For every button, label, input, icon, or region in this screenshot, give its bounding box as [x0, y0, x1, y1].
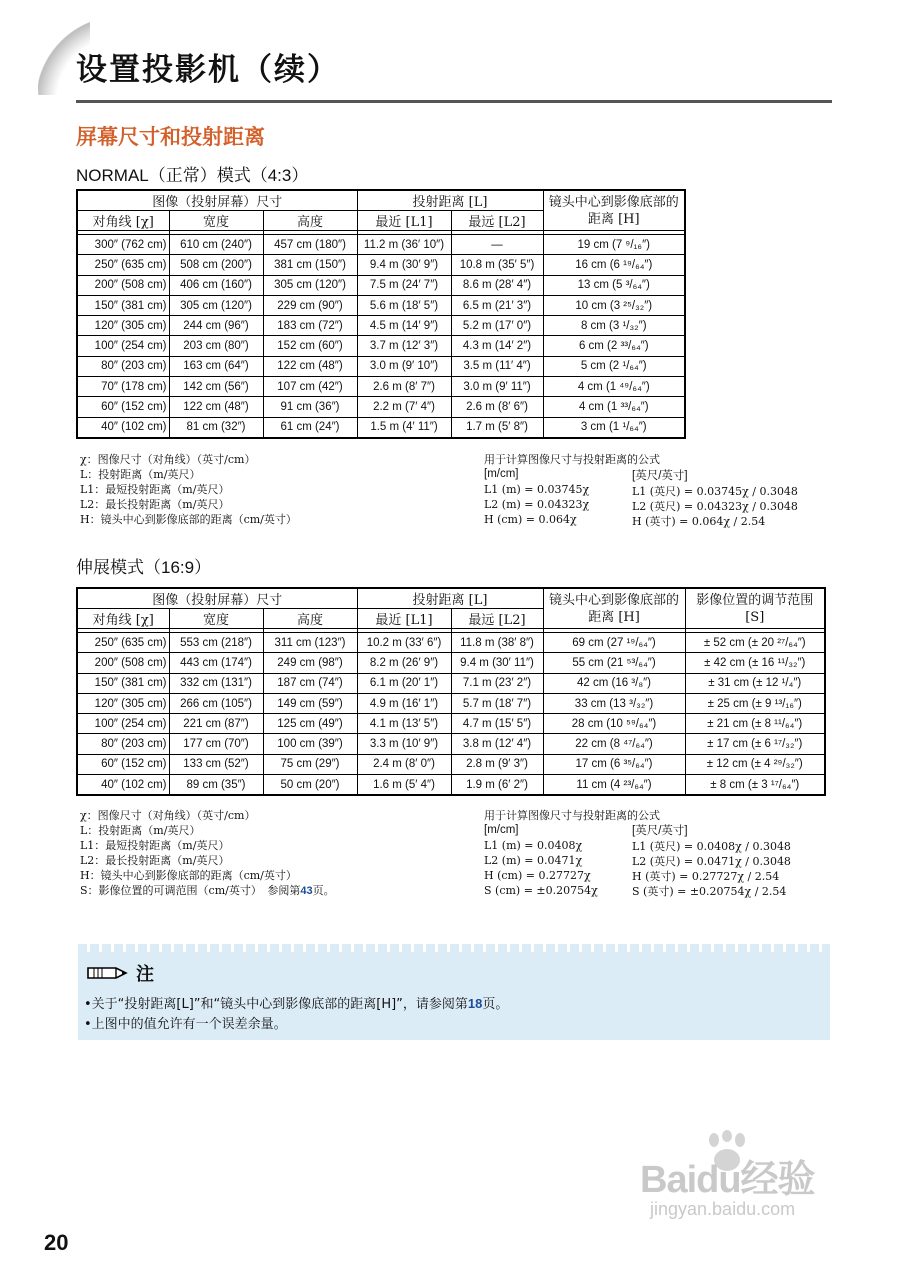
formula-title: 用于计算图像尺寸与投射距离的公式	[484, 809, 660, 822]
table-cell: 107 cm (42″)	[263, 377, 357, 397]
table-cell: 221 cm (87″)	[169, 714, 263, 734]
table-cell: 177 cm (70″)	[169, 734, 263, 754]
table-cell: 60″ (152 cm)	[77, 754, 169, 774]
header-diagonal: 对角线 [χ]	[77, 609, 169, 629]
table-cell: 125 cm (49″)	[263, 714, 357, 734]
table-cell: 5.6 m (18′ 5″)	[357, 295, 451, 315]
table-cell: 443 cm (174″)	[169, 653, 263, 673]
table-cell: 91 cm (36″)	[263, 397, 357, 417]
table-cell: 150″ (381 cm)	[77, 295, 169, 315]
header-width: 宽度	[169, 211, 263, 231]
table-cell: 610 cm (240″)	[169, 235, 263, 255]
table-cell: 2.4 m (8′ 0″)	[357, 754, 451, 774]
table-row	[77, 693, 825, 713]
legend-line: L：投射距离（m/英尺）	[80, 824, 201, 837]
table-cell: 2.2 m (7′ 4″)	[357, 397, 451, 417]
table-cell: 33 cm (13 ³/₃₂″)	[543, 693, 685, 713]
note-label: 注	[136, 964, 154, 985]
table-cell: 80″ (203 cm)	[77, 734, 169, 754]
table-cell: 81 cm (32″)	[169, 417, 263, 438]
formula-line: L2 (英尺) = 0.04323χ / 0.3048	[632, 500, 798, 513]
table-cell: 3.0 m (9′ 11″)	[451, 377, 543, 397]
table-cell: 200″ (508 cm)	[77, 653, 169, 673]
note-item	[84, 993, 508, 1012]
table-cell: 8.6 m (28′ 4″)	[451, 275, 543, 295]
table-cell: 457 cm (180″)	[263, 235, 357, 255]
table-cell: 80″ (203 cm)	[77, 356, 169, 376]
legend-line: L1：最短投射距离（m/英尺）	[80, 483, 230, 496]
header-image-size: 图像（投射屏幕）尺寸	[77, 588, 357, 609]
table-cell: 4.3 m (14′ 2″)	[451, 336, 543, 356]
table-cell: 69 cm (27 ¹⁹/₆₄″)	[543, 633, 685, 653]
formula-line: L2 (英尺) = 0.0471χ / 0.3048	[632, 855, 791, 868]
table-cell: 11.8 m (38′ 8″)	[451, 633, 543, 653]
table-cell: 200″ (508 cm)	[77, 275, 169, 295]
table-cell: 100″ (254 cm)	[77, 714, 169, 734]
legend-line: L2：最长投射距离（m/英尺）	[80, 854, 230, 867]
table-cell: 120″ (305 cm)	[77, 693, 169, 713]
legend-line	[80, 883, 335, 899]
table-row	[77, 734, 825, 754]
table-cell: 7.1 m (23′ 2″)	[451, 673, 543, 693]
header-throw-distance: 投射距离 [L]	[357, 588, 543, 609]
table-cell: 5.7 m (18′ 7″)	[451, 693, 543, 713]
table-cell: 61 cm (24″)	[263, 417, 357, 438]
table-cell: 3.7 m (12′ 3″)	[357, 336, 451, 356]
table-cell: 250″ (635 cm)	[77, 255, 169, 275]
table-cell: 8.2 m (26′ 9″)	[357, 653, 451, 673]
table-cell: 3 cm (1 ¹/₆₄″)	[543, 417, 685, 438]
table-row	[77, 316, 685, 336]
formula-line: S (英寸) = ±0.20754χ / 2.54	[632, 885, 787, 898]
table-row	[77, 255, 685, 275]
table-cell: 183 cm (72″)	[263, 316, 357, 336]
title-rule	[76, 100, 832, 103]
table-cell: 229 cm (90″)	[263, 295, 357, 315]
table-row	[77, 275, 685, 295]
table-cell: 16 cm (6 ¹⁹/₆₄″)	[543, 255, 685, 275]
normal-mode-subtitle: NORMAL（正常）模式（4:3）	[76, 166, 309, 185]
table-cell: 249 cm (98″)	[263, 653, 357, 673]
table-cell: 149 cm (59″)	[263, 693, 357, 713]
table-cell: 3.0 m (9′ 10″)	[357, 356, 451, 376]
formula-line: S (cm) = ±0.20754χ	[484, 884, 598, 897]
watermark-logo: Baidu经验	[640, 1159, 815, 1201]
table-cell: 4.5 m (14′ 9″)	[357, 316, 451, 336]
formula-line: L1 (英尺) = 0.0408χ / 0.3048	[632, 840, 791, 853]
table-cell: 150″ (381 cm)	[77, 673, 169, 693]
table-cell: 11.2 m (36′ 10″)	[357, 235, 451, 255]
table-cell: 55 cm (21 ⁵³/₆₄″)	[543, 653, 685, 673]
table-cell: 5.2 m (17′ 0″)	[451, 316, 543, 336]
table-cell: 244 cm (96″)	[169, 316, 263, 336]
page-number: 20	[44, 1230, 69, 1255]
wide-table	[76, 587, 826, 796]
table-cell: 6.5 m (21′ 3″)	[451, 295, 543, 315]
table-row	[77, 336, 685, 356]
note-text: 页。	[482, 997, 509, 1012]
table-cell: 89 cm (35″)	[169, 775, 263, 796]
table-row	[77, 673, 825, 693]
table-cell: 50 cm (20″)	[263, 775, 357, 796]
header-max: 最远 [L2]	[451, 211, 543, 231]
table-cell: 381 cm (150″)	[263, 255, 357, 275]
table-cell: 2.8 m (9′ 3″)	[451, 754, 543, 774]
table-cell: ± 42 cm (± 16 ¹¹/₃₂″)	[685, 653, 825, 673]
table-cell: 406 cm (160″)	[169, 275, 263, 295]
table-cell: 6 cm (2 ³³/₆₄″)	[543, 336, 685, 356]
table-cell: 1.6 m (5′ 4″)	[357, 775, 451, 796]
table-cell: 311 cm (123″)	[263, 633, 357, 653]
formula-line: L2 (m) = 0.0471χ	[484, 854, 583, 867]
legend-line: L2：最长投射距离（m/英尺）	[80, 498, 230, 511]
header-lens-distance: 镜头中心到影像底部的距离 [H]	[543, 588, 685, 629]
table-cell: —	[451, 235, 543, 255]
table-cell: 10 cm (3 ²⁵/₃₂″)	[543, 295, 685, 315]
table-cell: 28 cm (10 ⁵⁹/₆₄″)	[543, 714, 685, 734]
formula-title: 用于计算图像尺寸与投射距离的公式	[484, 453, 660, 466]
table-cell: 70″ (178 cm)	[77, 377, 169, 397]
formula-line: H (cm) = 0.064χ	[484, 513, 577, 526]
table-cell: 332 cm (131″)	[169, 673, 263, 693]
table-row	[77, 417, 685, 438]
legend-s-text: S：影像位置的可调范围（cm/英寸） 参阅第	[80, 884, 301, 897]
table-cell: 305 cm (120″)	[169, 295, 263, 315]
table-cell: ± 12 cm (± 4 ²⁹/₃₂″)	[685, 754, 825, 774]
table-cell: 8 cm (3 ¹/₃₂″)	[543, 316, 685, 336]
header-lens-distance: 镜头中心到影像底部的距离 [H]	[543, 190, 685, 231]
table-cell: 9.4 m (30′ 11″)	[451, 653, 543, 673]
table-cell: 11 cm (4 ²³/₆₄″)	[543, 775, 685, 796]
table-cell: 305 cm (120″)	[263, 275, 357, 295]
table-cell: 266 cm (105″)	[169, 693, 263, 713]
table-row	[77, 235, 685, 255]
section-title: 屏幕尺寸和投射距离	[76, 125, 265, 149]
table-cell: 133 cm (52″)	[169, 754, 263, 774]
normal-formula-imperial	[632, 469, 798, 529]
table-row	[77, 754, 825, 774]
formula-imperial-head: [英尺/英寸]	[632, 825, 688, 837]
table-row	[77, 397, 685, 417]
header-min: 最近 [L1]	[357, 609, 451, 629]
table-cell: 4 cm (1 ⁴⁹/₆₄″)	[543, 377, 685, 397]
normal-legend	[80, 452, 297, 527]
formula-line: L1 (m) = 0.03745χ	[484, 483, 590, 496]
formula-line: H (cm) = 0.27727χ	[484, 869, 591, 882]
table-cell: 152 cm (60″)	[263, 336, 357, 356]
table-cell: 4.1 m (13′ 5″)	[357, 714, 451, 734]
table-cell: 9.4 m (30′ 9″)	[357, 255, 451, 275]
table-cell: ± 52 cm (± 20 ²⁷/₆₄″)	[685, 633, 825, 653]
table-cell: 187 cm (74″)	[263, 673, 357, 693]
table-cell: ± 17 cm (± 6 ¹⁷/₃₂″)	[685, 734, 825, 754]
watermark-url: jingyan.baidu.com	[650, 1199, 796, 1219]
formula-metric-head: [m/cm]	[484, 824, 519, 836]
table-cell: 13 cm (5 ³/₆₄″)	[543, 275, 685, 295]
watermark	[640, 1148, 815, 1220]
table-cell: 6.1 m (20′ 1″)	[357, 673, 451, 693]
table-cell: ± 8 cm (± 3 ¹⁷/₆₄″)	[685, 775, 825, 796]
formula-line: L2 (m) = 0.04323χ	[484, 498, 590, 511]
table-cell: 75 cm (29″)	[263, 754, 357, 774]
pencil-icon	[86, 960, 130, 986]
table-cell: 2.6 m (8′ 6″)	[451, 397, 543, 417]
table-row	[77, 295, 685, 315]
table-cell: 1.5 m (4′ 11″)	[357, 417, 451, 438]
header-diagonal: 对角线 [χ]	[77, 211, 169, 231]
legend-line: H：镜头中心到影像底部的距离（cm/英寸）	[80, 869, 297, 882]
wide-formula-imperial	[632, 824, 791, 899]
table-cell: 4.9 m (16′ 1″)	[357, 693, 451, 713]
table-row	[77, 356, 685, 376]
note-header	[86, 960, 154, 986]
table-cell: 120″ (305 cm)	[77, 316, 169, 336]
table-cell: 1.9 m (6′ 2″)	[451, 775, 543, 796]
legend-s-suffix: 页。	[312, 884, 335, 897]
table-cell: ± 31 cm (± 12 ¹/₄″)	[685, 673, 825, 693]
table-cell: ± 25 cm (± 9 ¹³/₁₆″)	[685, 693, 825, 713]
table-cell: 10.2 m (33′ 6″)	[357, 633, 451, 653]
table-cell: 3.3 m (10′ 9″)	[357, 734, 451, 754]
table-cell: 553 cm (218″)	[169, 633, 263, 653]
table-row	[77, 653, 825, 673]
table-cell: 4 cm (1 ³³/₆₄″)	[543, 397, 685, 417]
note-box-border	[78, 944, 830, 952]
legend-line: L：投射距离（m/英尺）	[80, 468, 201, 481]
header-width: 宽度	[169, 609, 263, 629]
table-cell: 5 cm (2 ¹/₆₄″)	[543, 356, 685, 376]
table-cell: 163 cm (64″)	[169, 356, 263, 376]
formula-imperial-head: [英尺/英寸]	[632, 470, 688, 482]
table-cell: 142 cm (56″)	[169, 377, 263, 397]
table-row	[77, 714, 825, 734]
legend-line: χ：图像尺寸（对角线）（英寸/cm）	[80, 809, 256, 822]
table-cell: ± 21 cm (± 8 ¹¹/₆₄″)	[685, 714, 825, 734]
table-cell: 100″ (254 cm)	[77, 336, 169, 356]
formula-line: H (英寸) = 0.064χ / 2.54	[632, 515, 766, 528]
formula-metric-head: [m/cm]	[484, 468, 519, 480]
legend-line: H：镜头中心到影像底部的距离（cm/英寸）	[80, 513, 297, 526]
formula-line: H (英寸) = 0.27727χ / 2.54	[632, 870, 780, 883]
wide-mode-subtitle: 伸展模式（16:9）	[76, 558, 212, 577]
wide-legend	[80, 808, 335, 899]
header-image-size: 图像（投射屏幕）尺寸	[77, 190, 357, 211]
table-cell: 122 cm (48″)	[169, 397, 263, 417]
table-cell: 508 cm (200″)	[169, 255, 263, 275]
table-cell: 3.5 m (11′ 4″)	[451, 356, 543, 376]
table-cell: 4.7 m (15′ 5″)	[451, 714, 543, 734]
table-cell: 300″ (762 cm)	[77, 235, 169, 255]
table-cell: 19 cm (7 ⁹/₁₆″)	[543, 235, 685, 255]
table-cell: 122 cm (48″)	[263, 356, 357, 376]
formula-line: L1 (m) = 0.0408χ	[484, 839, 583, 852]
table-cell: 40″ (102 cm)	[77, 775, 169, 796]
header-height: 高度	[263, 609, 357, 629]
header-shift-range: 影像位置的调节范围 [S]	[685, 588, 825, 629]
note-text: •关于“投射距离[L]”和“镜头中心到影像底部的距离[H]”，请参阅第	[84, 997, 468, 1012]
table-cell: 1.7 m (5′ 8″)	[451, 417, 543, 438]
table-cell: 2.6 m (8′ 7″)	[357, 377, 451, 397]
table-row	[77, 775, 825, 796]
table-cell: 250″ (635 cm)	[77, 633, 169, 653]
header-min: 最近 [L1]	[357, 211, 451, 231]
table-row	[77, 633, 825, 653]
table-cell: 3.8 m (12′ 4″)	[451, 734, 543, 754]
note-item: •上图中的值允许有一个误差余量。	[84, 1017, 287, 1032]
table-cell: 10.8 m (35′ 5″)	[451, 255, 543, 275]
header-throw-distance: 投射距离 [L]	[357, 190, 543, 211]
table-cell: 42 cm (16 ³/₈″)	[543, 673, 685, 693]
page-reference-link[interactable]: 43	[300, 885, 313, 897]
formula-line: L1 (英尺) = 0.03745χ / 0.3048	[632, 485, 798, 498]
header-height: 高度	[263, 211, 357, 231]
page-title: 设置投影机（续）	[76, 52, 340, 88]
page-reference-link[interactable]: 18	[467, 996, 483, 1011]
table-cell: 22 cm (8 ⁴⁷/₆₄″)	[543, 734, 685, 754]
normal-table	[76, 189, 686, 439]
table-cell: 100 cm (39″)	[263, 734, 357, 754]
table-cell: 17 cm (6 ³⁵/₆₄″)	[543, 754, 685, 774]
table-cell: 7.5 m (24′ 7″)	[357, 275, 451, 295]
table-cell: 60″ (152 cm)	[77, 397, 169, 417]
header-max: 最远 [L2]	[451, 609, 543, 629]
table-cell: 203 cm (80″)	[169, 336, 263, 356]
table-cell: 40″ (102 cm)	[77, 417, 169, 438]
legend-line: χ：图像尺寸（对角线）（英寸/cm）	[80, 453, 256, 466]
legend-line: L1：最短投射距离（m/英尺）	[80, 839, 230, 852]
table-row	[77, 377, 685, 397]
